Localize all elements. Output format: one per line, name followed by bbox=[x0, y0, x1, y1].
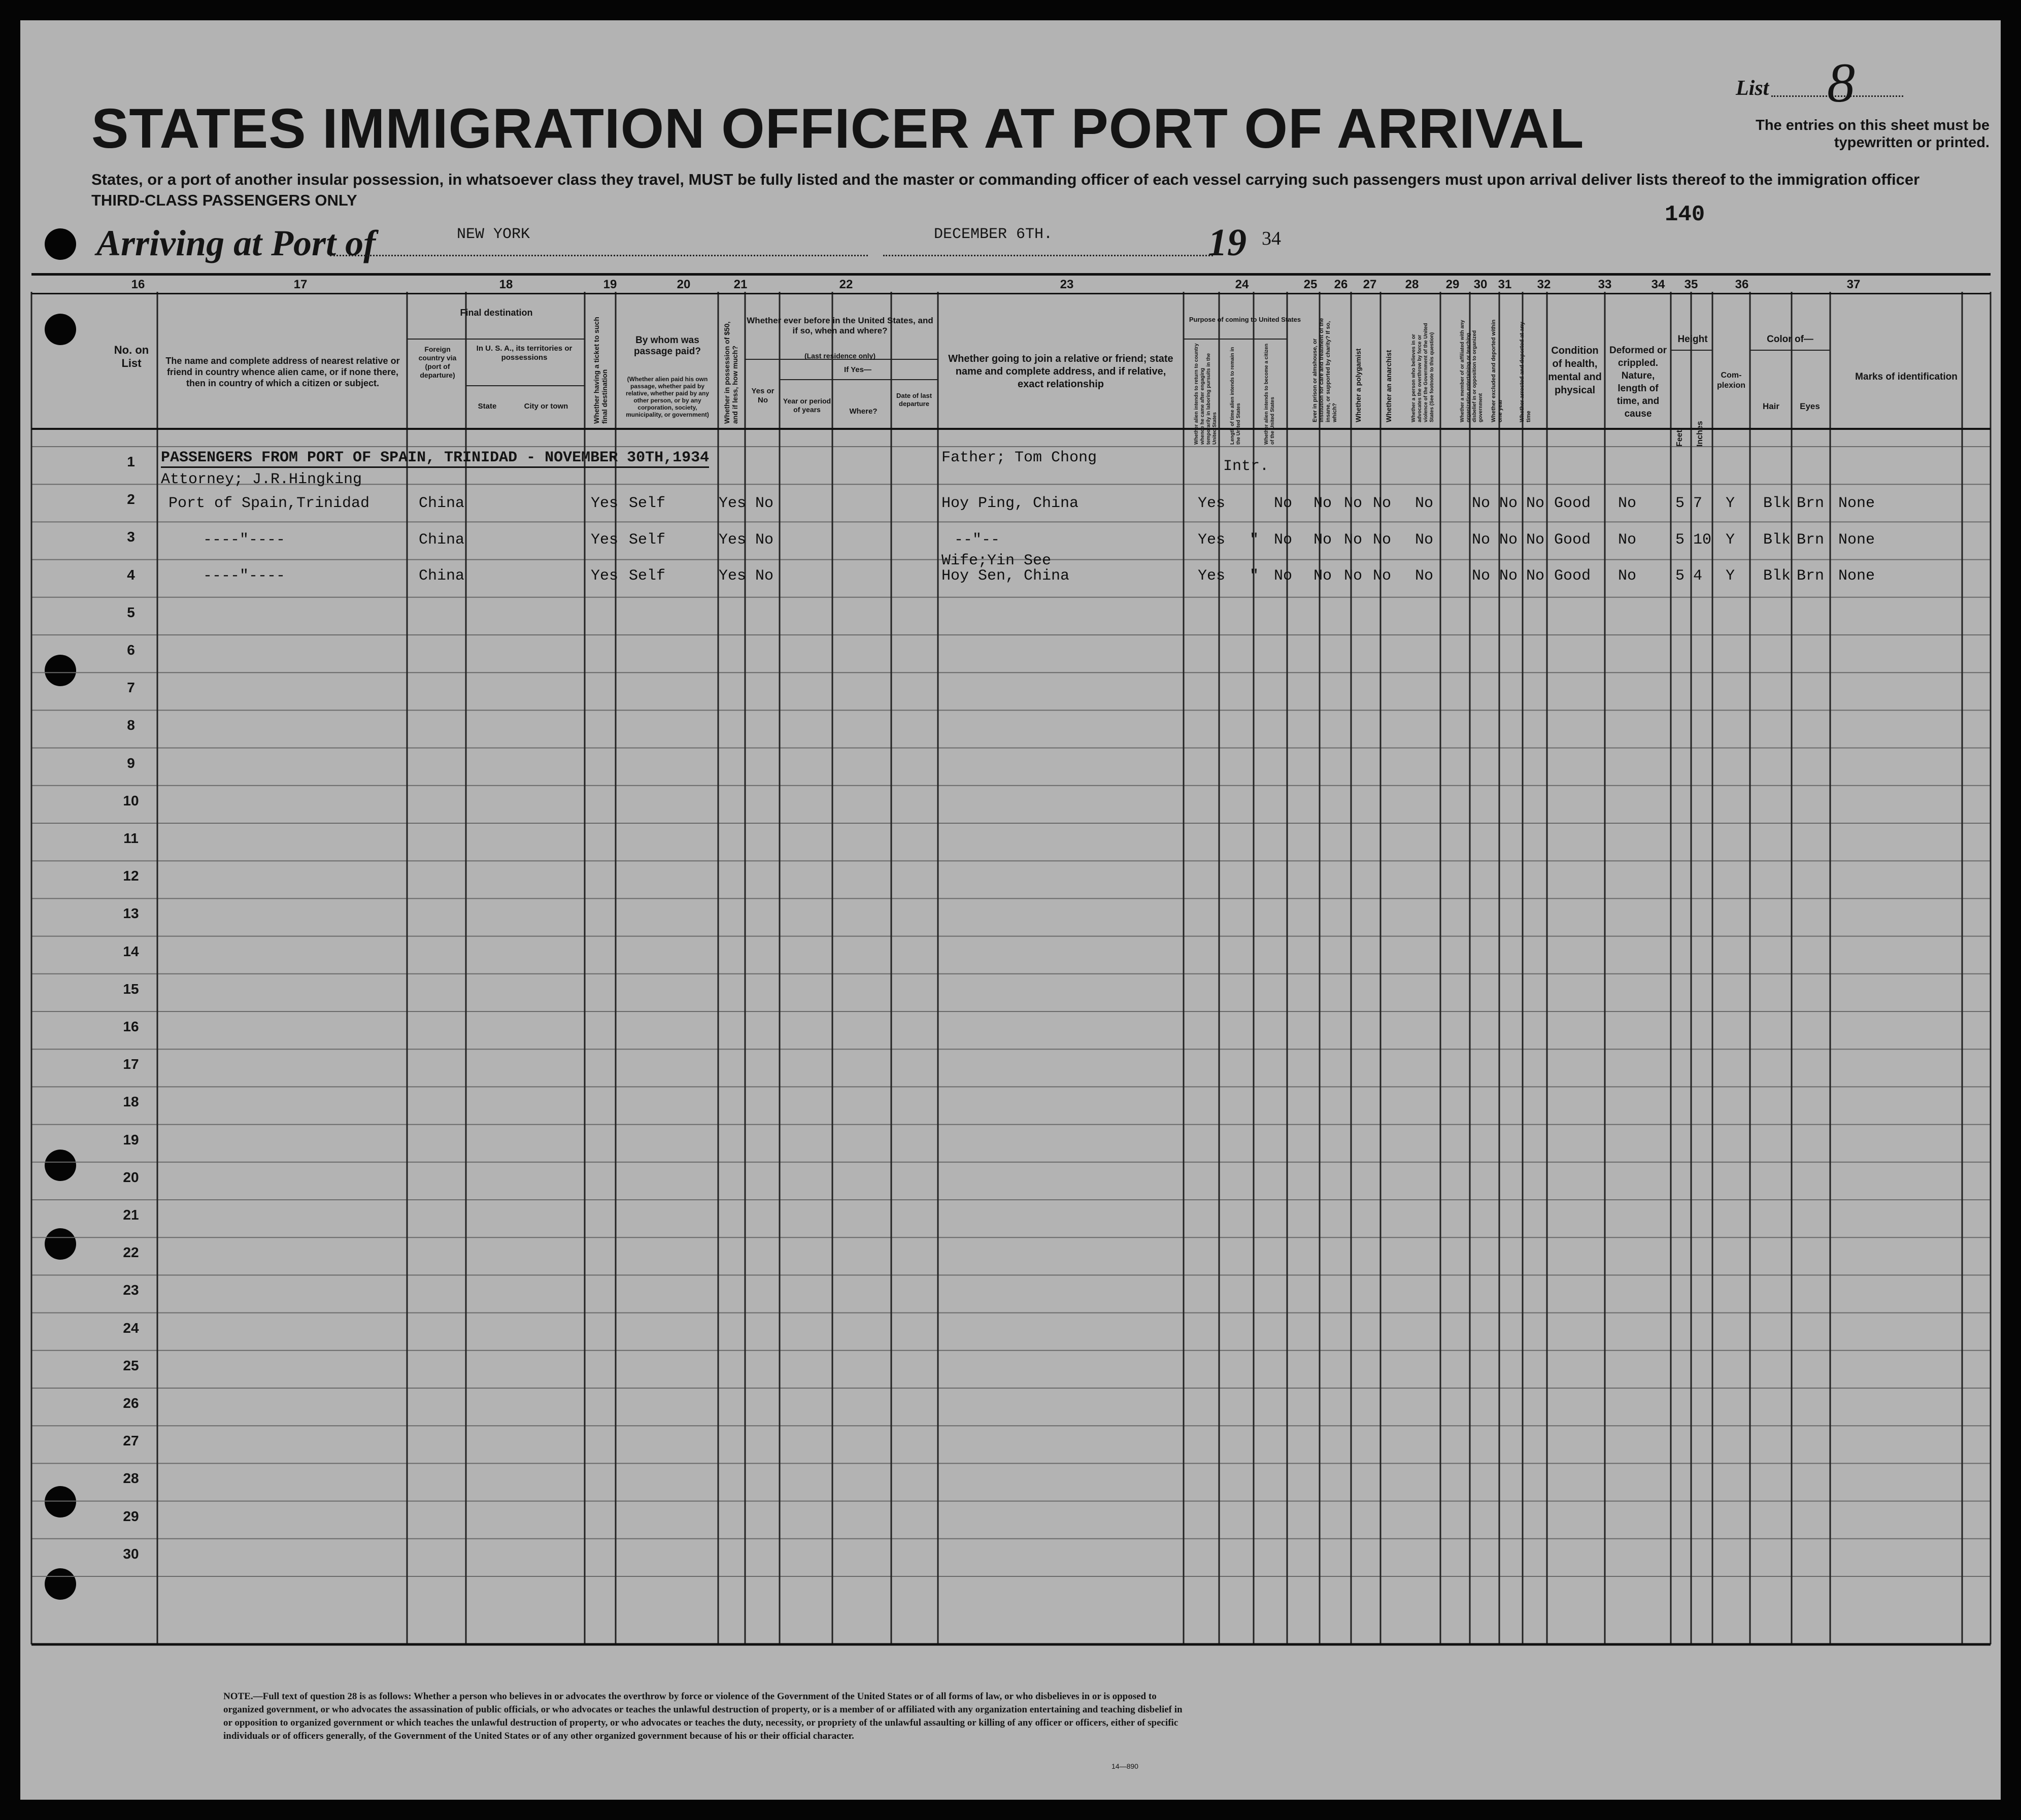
complexion: Y bbox=[1726, 567, 1735, 585]
row-number: 23 bbox=[123, 1282, 139, 1298]
has-ticket: Yes bbox=[591, 567, 619, 585]
eyes: Brn bbox=[1797, 531, 1825, 549]
hdr-year-period: Year or period of years bbox=[783, 397, 831, 414]
arriving-label: Arriving at Port of bbox=[96, 223, 376, 263]
row-number: 29 bbox=[123, 1508, 139, 1524]
excluded: No bbox=[1499, 495, 1518, 512]
hdr-final-destination: Final destination bbox=[460, 308, 533, 318]
hair: Blk bbox=[1763, 531, 1791, 549]
polygamist: No bbox=[1344, 531, 1363, 549]
hdr-city: City or town bbox=[524, 402, 568, 411]
row-number: 2 bbox=[127, 491, 135, 508]
colnum-19: 19 bbox=[603, 278, 617, 291]
colnum-25: 25 bbox=[1303, 278, 1318, 291]
organization: No bbox=[1472, 495, 1491, 512]
foreign-country: China bbox=[419, 495, 465, 512]
hdr-nearest-relative: The name and complete address of nearest relative or friend in country whence alien came, or if none there, then in country of which a citizen or subject. bbox=[165, 356, 400, 388]
hdr-polygamist: Whether a polygamist bbox=[1354, 348, 1362, 422]
height-feet: 5 bbox=[1675, 567, 1685, 585]
colnum-18: 18 bbox=[499, 278, 513, 291]
colnum-21: 21 bbox=[733, 278, 748, 291]
colnum-32: 32 bbox=[1537, 278, 1551, 291]
row-number: 13 bbox=[123, 905, 139, 922]
hdr-24b: Length of time alien intends to remain in the United States bbox=[1230, 347, 1241, 445]
complexion: Y bbox=[1726, 495, 1735, 512]
row-number: 27 bbox=[123, 1433, 139, 1449]
row-number: 8 bbox=[127, 717, 135, 733]
nearest-relative-address: ----"---- bbox=[203, 531, 286, 549]
hdr-foreign-country: Foreign country via (port of departure) bbox=[418, 345, 457, 379]
hdr-in-usa: In U. S. A., its territories or possessions bbox=[476, 344, 572, 362]
row-number: 9 bbox=[127, 755, 135, 771]
entry-attorney: Attorney; J.R.Hingking bbox=[161, 471, 362, 488]
hdr-passage-note: (Whether alien paid his own passage, whether paid by relative, whether paid by any other person, or by any corporation, society, municipality, or government) bbox=[625, 376, 710, 418]
nearest-relative-address: Port of Spain,Trinidad bbox=[169, 495, 370, 512]
colnum-33: 33 bbox=[1598, 278, 1612, 291]
hdr-24a: Whether alien intends to return to country whence he came after engaging temporarily in laboring pursuits in the United States bbox=[1194, 343, 1218, 445]
deformed: No bbox=[1618, 531, 1637, 549]
hdr-fifty-dollars: Whether in possession of $50, and if less, how much? bbox=[723, 321, 739, 424]
hdr-if-yes: If Yes— bbox=[844, 365, 871, 374]
deformed: No bbox=[1618, 567, 1637, 585]
hdr-organization: Whether a member of or affiliated with any organization entertaining or teaching disbelief in or opposition to organized government bbox=[1460, 320, 1484, 422]
column-number-bar bbox=[31, 273, 1991, 294]
before-in-us: No bbox=[755, 531, 774, 549]
colnum-37: 37 bbox=[1846, 278, 1861, 291]
hdr-arrested: Whether arrested and deported at any time bbox=[1519, 321, 1532, 422]
row-number: 28 bbox=[123, 1470, 139, 1487]
hdr-height: Height bbox=[1677, 334, 1708, 345]
organization: No bbox=[1472, 531, 1491, 549]
hdr-overthrow: Whether a person who believes in or advocates the overthrow by force or violence of the Government of the United States (See footnote to this question) bbox=[1411, 323, 1435, 422]
marks: None bbox=[1838, 531, 1875, 549]
anarchist: No bbox=[1373, 495, 1392, 512]
row-number: 3 bbox=[127, 529, 135, 545]
hdr-date-departure: Date of last departure bbox=[896, 392, 932, 408]
colnum-34: 34 bbox=[1651, 278, 1665, 291]
year-suffix: 34 bbox=[1262, 228, 1281, 249]
row-number: 7 bbox=[127, 680, 135, 696]
purpose-b: " bbox=[1250, 531, 1259, 549]
colnum-28: 28 bbox=[1405, 278, 1419, 291]
entry-father: Father; Tom Chong bbox=[941, 449, 1097, 466]
hair: Blk bbox=[1763, 495, 1791, 512]
purpose-a: Yes bbox=[1198, 495, 1226, 512]
excluded: No bbox=[1499, 531, 1518, 549]
row-number: 18 bbox=[123, 1094, 139, 1110]
polygamist: No bbox=[1344, 567, 1363, 585]
height-inches: 7 bbox=[1693, 495, 1703, 512]
colnum-26: 26 bbox=[1334, 278, 1348, 291]
height-inches: 10 bbox=[1693, 531, 1712, 549]
row-number: 10 bbox=[123, 792, 139, 808]
form-class-label: THIRD-CLASS PASSENGERS ONLY bbox=[91, 191, 357, 209]
form-code: 14—890 bbox=[1111, 1762, 1138, 1770]
overthrow: No bbox=[1415, 567, 1434, 585]
colnum-17: 17 bbox=[293, 278, 308, 291]
row-number: 25 bbox=[123, 1357, 139, 1373]
sheet-number: 140 bbox=[1665, 202, 1705, 227]
complexion: Y bbox=[1726, 531, 1735, 549]
year-prefix: 19 bbox=[1208, 221, 1247, 264]
eyes: Brn bbox=[1797, 567, 1825, 585]
organization: No bbox=[1472, 567, 1491, 585]
colnum-31: 31 bbox=[1498, 278, 1512, 291]
before-in-us: No bbox=[755, 567, 774, 585]
excluded: No bbox=[1499, 567, 1518, 585]
has-ticket: Yes bbox=[591, 495, 619, 512]
purpose-b: " bbox=[1250, 567, 1259, 585]
paid-by: Self bbox=[629, 495, 666, 512]
deformed: No bbox=[1618, 495, 1637, 512]
hdr-hair: Hair bbox=[1762, 401, 1780, 411]
purpose-c: No bbox=[1274, 567, 1293, 585]
colnum-35: 35 bbox=[1684, 278, 1698, 291]
list-number: 8 bbox=[1827, 52, 1855, 114]
hdr-marks: Marks of identification bbox=[1855, 372, 1958, 382]
anarchist: No bbox=[1373, 567, 1392, 585]
purpose-a: Yes bbox=[1198, 531, 1226, 549]
manifest-sheet bbox=[20, 20, 2001, 1800]
row-number: 30 bbox=[123, 1545, 139, 1562]
hdr-inches: Inches bbox=[1696, 421, 1704, 447]
colnum-24: 24 bbox=[1235, 278, 1249, 291]
hdr-excluded: Whether excluded and deported within one year bbox=[1491, 319, 1503, 422]
hdr-24c: Whether alien intends to become a citizen of the United States bbox=[1264, 344, 1275, 445]
row-number: 24 bbox=[123, 1320, 139, 1336]
polygamist: No bbox=[1344, 495, 1363, 512]
row-number: 21 bbox=[123, 1207, 139, 1223]
row-number: 20 bbox=[123, 1169, 139, 1185]
purpose-c: No bbox=[1274, 531, 1293, 549]
joining-relation: Wife;Yin See bbox=[941, 552, 1052, 569]
row-number: 12 bbox=[123, 868, 139, 884]
hdr-ticket: Whether having a ticket to such final destination bbox=[592, 317, 609, 424]
condition: Good bbox=[1554, 495, 1591, 512]
has-fifty: Yes bbox=[719, 531, 747, 549]
row-number: 22 bbox=[123, 1244, 139, 1261]
hair: Blk bbox=[1763, 567, 1791, 585]
paid-by: Self bbox=[629, 567, 666, 585]
hdr-passage-paid: By whom was passage paid? bbox=[634, 335, 701, 357]
foreign-country: China bbox=[419, 567, 465, 585]
hdr-color-of: Color of— bbox=[1767, 334, 1813, 345]
row-number: 11 bbox=[123, 830, 139, 846]
hdr-deformed: Deformed or crippled. Nature, length of time, and cause bbox=[1609, 345, 1667, 419]
row-number: 17 bbox=[123, 1056, 139, 1072]
colnum-36: 36 bbox=[1735, 278, 1749, 291]
joining-relative: Hoy Sen, China bbox=[941, 567, 1070, 585]
prison: No bbox=[1313, 495, 1332, 512]
row-number: 14 bbox=[123, 943, 139, 959]
port-name: NEW YORK bbox=[457, 226, 530, 243]
overthrow: No bbox=[1415, 495, 1434, 512]
foreign-country: China bbox=[419, 531, 465, 549]
list-label: List bbox=[1736, 77, 1769, 100]
marks: None bbox=[1838, 495, 1875, 512]
has-fifty: Yes bbox=[719, 567, 747, 585]
joining-relative: --"-- bbox=[954, 531, 1000, 549]
marks: None bbox=[1838, 567, 1875, 585]
colnum-29: 29 bbox=[1445, 278, 1460, 291]
hdr-no-on-list: No. on List bbox=[114, 344, 149, 369]
eyes: Brn bbox=[1797, 495, 1825, 512]
form-instruction: States, or a port of another insular possession, in whatsoever class they travel, MUST be fully listed and the master or commanding officer of each vessel carrying such passengers must upon arrival deliver lists thereof to the immigration officer bbox=[91, 171, 1920, 188]
row-number: 1 bbox=[127, 454, 135, 469]
entry-intr: Intr. bbox=[1223, 458, 1269, 475]
purpose-a: Yes bbox=[1198, 567, 1226, 585]
hdr-anarchist: Whether an anarchist bbox=[1385, 350, 1393, 422]
joining-relative: Hoy Ping, China bbox=[941, 495, 1079, 512]
hdr-where: Where? bbox=[849, 407, 878, 416]
passenger-group-header: PASSENGERS FROM PORT OF SPAIN, TRINIDAD - NOVEMBER 30TH,1934 bbox=[161, 449, 709, 468]
paid-by: Self bbox=[629, 531, 666, 549]
arrested: No bbox=[1526, 567, 1545, 585]
row-number: 5 bbox=[127, 604, 135, 620]
colnum-27: 27 bbox=[1363, 278, 1377, 291]
row-number: 6 bbox=[127, 642, 135, 658]
hdr-state: State bbox=[478, 402, 497, 411]
height-feet: 5 bbox=[1675, 531, 1685, 549]
colnum-22: 22 bbox=[839, 278, 853, 291]
height-inches: 4 bbox=[1693, 567, 1703, 585]
arrested: No bbox=[1526, 531, 1545, 549]
hdr-joining-relative: Whether going to join a relative or friend; state name and complete address, and if relative, exact relationship bbox=[948, 353, 1173, 390]
row-number: 19 bbox=[123, 1131, 139, 1148]
row-number: 16 bbox=[123, 1019, 139, 1034]
hdr-prison: Ever in prison or almshouse, or institution for care and treatment of the insane, or supported by charity? If so, which? bbox=[1312, 318, 1338, 422]
hdr-feet: Feet bbox=[1675, 430, 1684, 447]
has-ticket: Yes bbox=[591, 531, 619, 549]
nearest-relative-address: ----"---- bbox=[203, 567, 286, 585]
hdr-yes-or-no: Yes or No bbox=[751, 387, 774, 405]
colnum-20: 20 bbox=[677, 278, 691, 291]
entries-note: The entries on this sheet must be typewritten or printed. bbox=[1756, 117, 1990, 151]
hdr-complexion: Com-plexion bbox=[1716, 371, 1745, 390]
hdr-condition: Condition of health, mental and physical bbox=[1548, 345, 1602, 396]
form-title: STATES IMMIGRATION OFFICER AT PORT OF ARRIVAL bbox=[91, 97, 1585, 160]
prison: No bbox=[1313, 531, 1332, 549]
overthrow: No bbox=[1415, 531, 1434, 549]
before-in-us: No bbox=[755, 495, 774, 512]
row-number: 26 bbox=[123, 1395, 139, 1411]
condition: Good bbox=[1554, 531, 1591, 549]
row-number: 15 bbox=[123, 981, 139, 997]
has-fifty: Yes bbox=[719, 495, 747, 512]
arrested: No bbox=[1526, 495, 1545, 512]
row-number: 4 bbox=[127, 566, 135, 583]
colnum-30: 30 bbox=[1473, 278, 1488, 291]
hdr-last-residence: (Last residence only) bbox=[804, 352, 876, 360]
hdr-purpose: Purpose of coming to United States bbox=[1189, 316, 1301, 323]
prison: No bbox=[1313, 567, 1332, 585]
condition: Good bbox=[1554, 567, 1591, 585]
arrival-date: DECEMBER 6TH. bbox=[934, 226, 1053, 243]
hdr-ever-before: Whether ever before in the United States, and if so, when and where? bbox=[747, 316, 933, 335]
hdr-eyes: Eyes bbox=[1800, 401, 1820, 411]
colnum-23: 23 bbox=[1060, 278, 1074, 291]
purpose-c: No bbox=[1274, 495, 1293, 512]
footnote: NOTE.—Full text of question 28 is as follows: Whether a person who believes in or advocates the overthrow by force or violence of the Government of the United States or of all forms of law, or who disbelieves in or is opposed to organized government, or who advocates the assassination of public officials, or who advocates or teaches the unlawful destruction of property, or is a member of or affiliated with any organization entertaining and teaching disbelief in or opposition to organized government or which teaches the unlawful destruction of property, or who advocates or teaches the duty, necessity, or propriety of the unlawful assaulting or killing of any officer or officers, either of specific individuals or of officers generally, of the Government of the United States or of any other organized government because of his or their official character. bbox=[223, 1691, 1183, 1741]
colnum-16: 16 bbox=[131, 278, 145, 291]
height-feet: 5 bbox=[1675, 495, 1685, 512]
anarchist: No bbox=[1373, 531, 1392, 549]
